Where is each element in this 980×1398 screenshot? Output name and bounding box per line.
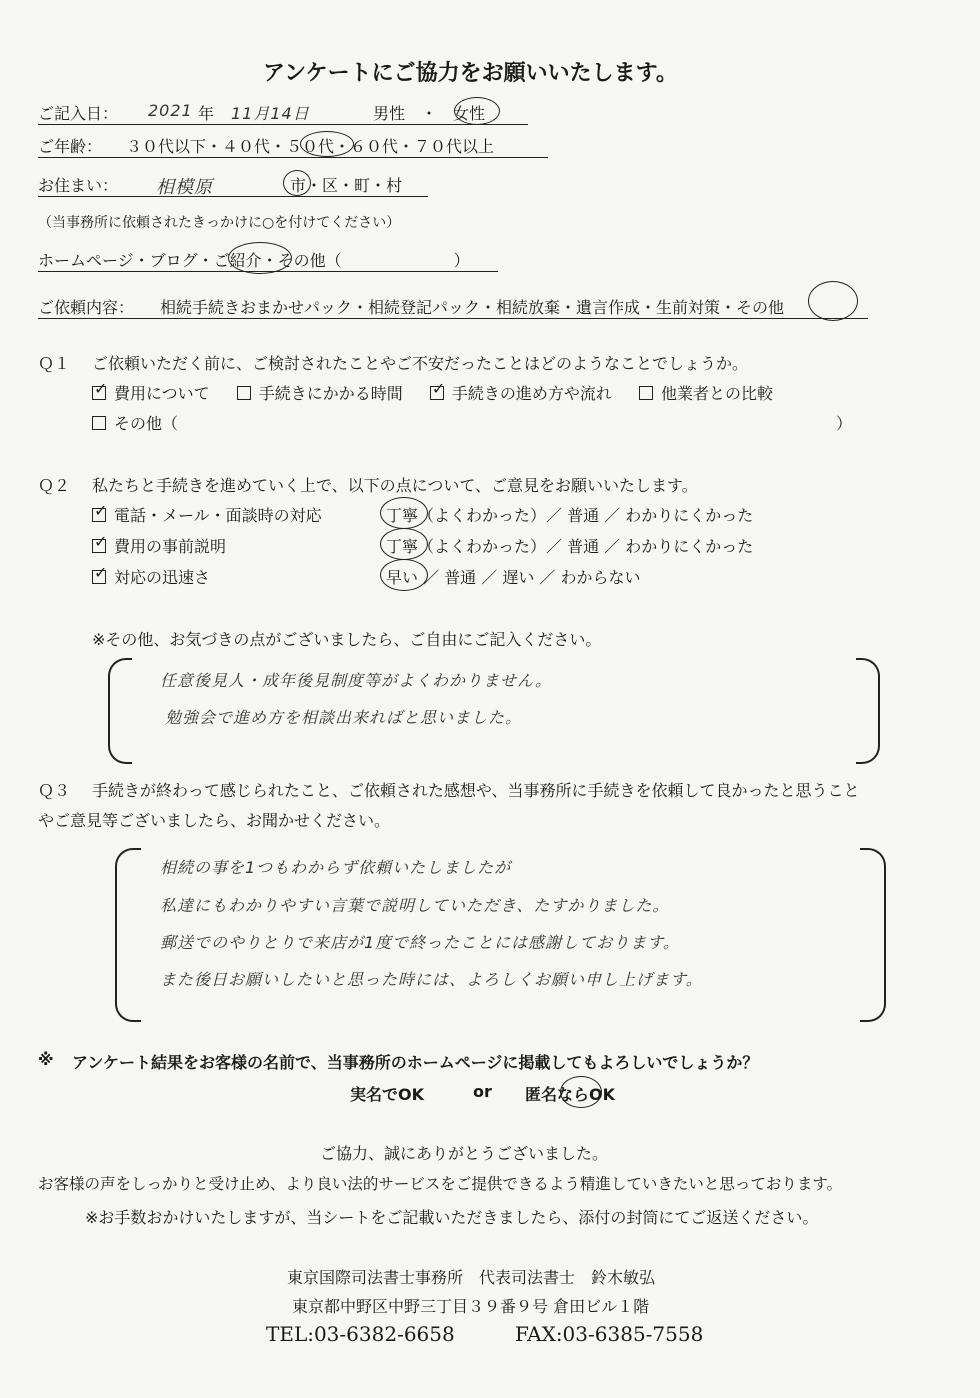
request-circle [808, 281, 858, 321]
q2-circle-speed [380, 559, 428, 591]
survey-title: アンケートにご協力をお願いいたします。 [263, 60, 678, 86]
date-year-label: 年 [198, 104, 215, 123]
q1-options-row1 [92, 381, 773, 404]
q2-answer-line2[interactable]: 勉強会で進め方を相談出来ればと思いました。 [165, 708, 523, 727]
q2-choices-cost[interactable]: 丁寧（よくわかった）／ 普通 ／ わかりにくかった [386, 537, 754, 556]
q3-answer-bracket-left [115, 848, 141, 1022]
q2-answer-bracket-left [108, 658, 132, 764]
age-options[interactable]: ３０代以下・４０代・５０代・６０代・７０代以上 [126, 137, 495, 156]
date-row [38, 101, 528, 125]
q1-opt-compare: 他業者との比較 [661, 384, 774, 403]
age-row [38, 134, 548, 158]
q3-question-line2: やご意見等ございましたら、お聞かせください。 [38, 811, 391, 830]
q2-choices-speed[interactable]: 早い ／ 普通 ／ 遅い ／ わからない [386, 568, 641, 587]
gender-options[interactable]: 男性 ・ 女性 [373, 104, 486, 123]
gender-circle [454, 97, 500, 125]
q2-item-speed: 対応の迅速さ [114, 568, 211, 587]
office-address: 東京都中野区中野三丁目３９番９号 倉田ビル１階 [292, 1297, 650, 1316]
residence-city[interactable]: 相模原 [156, 177, 213, 198]
city-circle [283, 170, 311, 196]
date-year[interactable]: 2021 [148, 101, 193, 120]
date-underline [38, 124, 528, 125]
thanks-line3: ※お手数おかけいたしますが、当シートをご記載いただきましたら、添付の封筒にてご返送ください。 [85, 1208, 819, 1227]
age-underline [38, 157, 548, 158]
q2-circle-cost [380, 528, 428, 560]
q3-answer-line2[interactable]: 私達にもわかりやすい言葉で説明していただき、たすかりました。 [160, 896, 670, 915]
q1-options-row2 [92, 411, 852, 434]
q2-row-contact [92, 503, 832, 526]
q1-question: ご依頼いただく前に、ご検討されたことやご不安だったことはどのようなことでしょうか。 [92, 354, 749, 373]
q2-row-speed [92, 565, 832, 588]
q2-row-cost [92, 534, 832, 557]
q1-label: Ｑ１ [38, 354, 71, 373]
q3-answer-line3[interactable]: 郵送でのやりとりで来店が1度で終ったことには感謝しております。 [160, 933, 680, 952]
age-circle [300, 131, 354, 157]
q2-item-cost: 費用の事前説明 [114, 537, 227, 556]
q2-checkbox-cost[interactable] [92, 539, 106, 553]
q3-answer-bracket-right [860, 848, 886, 1022]
office-name: 東京国際司法書士事務所 代表司法書士 鈴木敏弘 [287, 1268, 656, 1287]
office-fax: FAX:03-6385-7558 [515, 1322, 704, 1346]
trigger-row [38, 248, 498, 272]
publish-anonymous[interactable]: 匿名ならOK [525, 1085, 616, 1104]
publish-question: アンケート結果をお客様の名前で、当事務所のホームページに掲載してもよろしいでしょうか？ [72, 1053, 759, 1072]
request-options[interactable]: 相続手続きおまかせパック・相続登記パック・相続放棄・遺言作成・生前対策・その他 [160, 298, 785, 317]
q2-answer-bracket-right [856, 658, 880, 764]
q1-opt-other: その他（ [114, 414, 179, 433]
publish-mark: ※ [38, 1050, 54, 1069]
date-month-day[interactable]: 11月14日 [231, 104, 310, 123]
trigger-note: （当事務所に依頼されたきっかけに○を付けてください） [38, 215, 401, 231]
q3-question-line1: 手続きが終わって感じられたこと、ご依頼された感想や、当事務所に手続きを依頼して良かったと思うこと [92, 781, 860, 800]
office-tel: TEL:03-6382-6658 [266, 1322, 455, 1346]
trigger-options[interactable]: ホームページ・ブログ・ご紹介・その他（ ） [38, 251, 470, 270]
thanks-line2: お客様の声をしっかりと受け止め、より良い法的サービスをご提供できるよう精進していきたいと思っております。 [38, 1175, 843, 1193]
q1-checkbox-process[interactable] [430, 386, 444, 400]
residence-label: お住まい： [38, 176, 119, 195]
q2-circle-contact [380, 497, 428, 529]
request-underline [38, 318, 868, 319]
q1-checkbox-time[interactable] [237, 386, 251, 400]
request-label: ご依頼内容： [38, 298, 135, 317]
q3-label: Ｑ３ [38, 781, 71, 800]
q2-answer-line1[interactable]: 任意後見人・成年後見制度等がよくわかりません。 [160, 671, 552, 690]
q3-answer-line4[interactable]: また後日お願いしたいと思った時には、よろしくお願い申し上げます。 [160, 970, 703, 989]
q2-choices-contact[interactable]: 丁寧（よくわかった）／ 普通 ／ わかりにくかった [386, 506, 754, 525]
q2-other-prompt: ※その他、お気づきの点がございましたら、ご自由にご記入ください。 [92, 630, 602, 649]
residence-row [38, 173, 428, 197]
thanks-line1: ご協力、誠にありがとうございました。 [320, 1144, 609, 1163]
q1-checkbox-cost[interactable] [92, 386, 106, 400]
q1-checkbox-compare[interactable] [639, 386, 653, 400]
residence-units[interactable]: 市・区・町・村 [290, 176, 403, 195]
q1-opt-time: 手続きにかかる時間 [258, 384, 403, 403]
age-label: ご年齢： [38, 137, 103, 156]
anonymous-circle [560, 1076, 602, 1108]
q2-item-contact: 電話・メール・面談時の対応 [114, 506, 322, 525]
q1-opt-cost: 費用について [114, 384, 210, 403]
publish-options [350, 1082, 650, 1105]
q2-label: Ｑ２ [38, 476, 71, 495]
q1-checkbox-other[interactable] [92, 416, 106, 430]
q1-opt-process: 手続きの進め方や流れ [451, 384, 612, 403]
request-row [38, 295, 868, 319]
q2-checkbox-speed[interactable] [92, 570, 106, 584]
publish-real-name[interactable]: 実名でOK [350, 1085, 425, 1104]
q3-answer-line1[interactable]: 相続の事を1つもわからず依頼いたしましたが [160, 858, 512, 877]
residence-underline [38, 196, 428, 197]
publish-or: or [473, 1082, 492, 1101]
q1-other-close: ） [835, 414, 852, 433]
q2-question: 私たちと手続きを進めていく上で、以下の点について、ご意見をお願いいたします。 [92, 476, 698, 495]
referral-circle [228, 242, 292, 274]
q2-checkbox-contact[interactable] [92, 508, 106, 522]
date-label: ご記入日： [38, 104, 119, 123]
